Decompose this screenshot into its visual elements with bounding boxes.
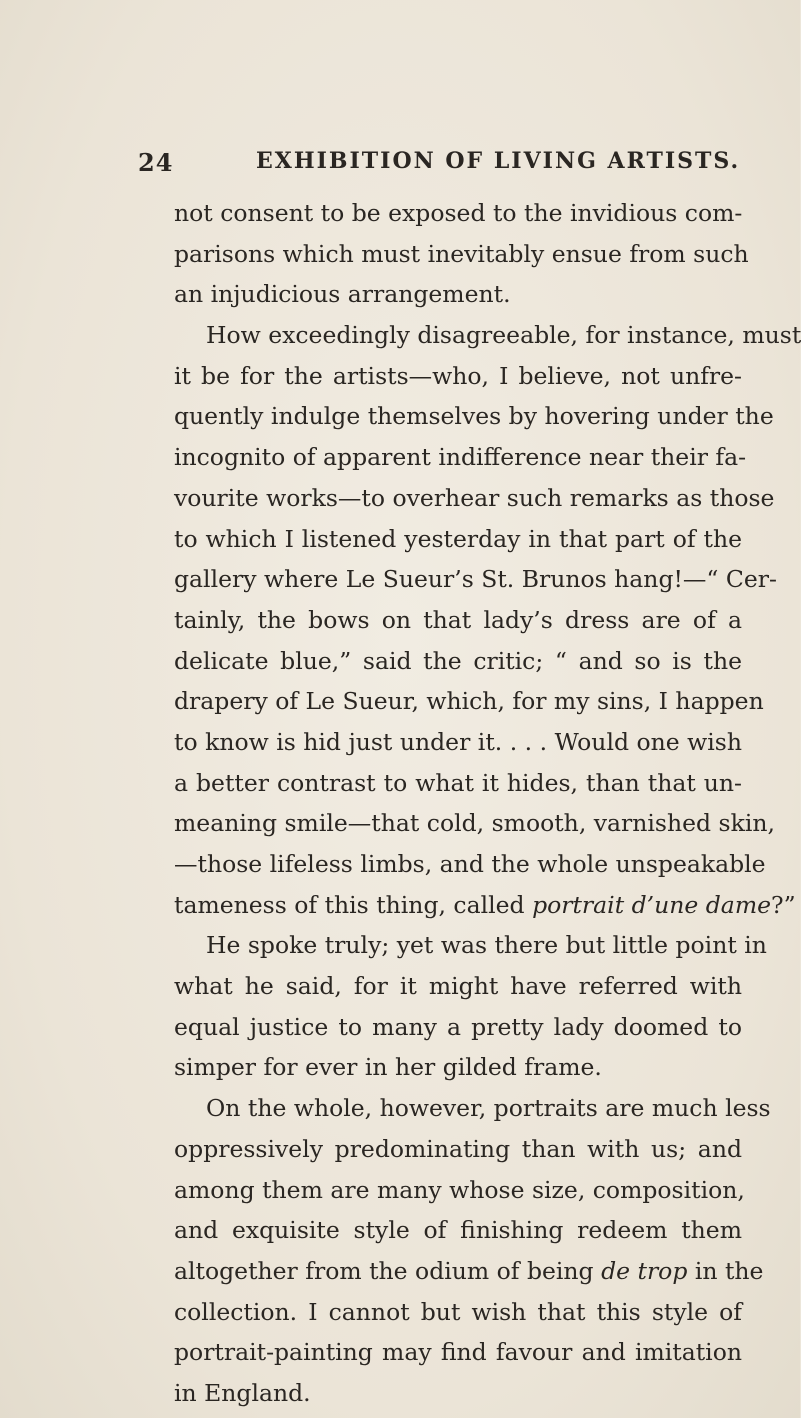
text-line: an injudicious arrangement. <box>174 280 511 309</box>
text-line: vourite works—to overhear such remarks as those <box>174 483 775 512</box>
text-line: to which I listened yesterday in that part of the <box>174 524 742 553</box>
text-line: what he said, for it might have referred with <box>174 972 742 1001</box>
text-line: gallery where Le Sueur’s St. Brunos hang!—“ Cer- <box>174 565 777 594</box>
text-line: equal justice to many a pretty lady doomed to <box>174 1012 742 1041</box>
text-line: He spoke truly; yet was there but little point in <box>206 931 767 960</box>
text-line: drapery of Le Sueur, which, for my sins, I happen <box>174 687 764 716</box>
text-line: collection. I cannot but wish that this style of <box>174 1297 742 1326</box>
text-line: simper for ever in her gilded frame. <box>174 1053 602 1082</box>
text-line: and exquisite style of finishing redeem them <box>174 1216 742 1245</box>
text-line: a better contrast to what it hides, than that un- <box>174 768 742 797</box>
text-line: quently indulge themselves by hovering under the <box>174 402 774 431</box>
running-head: EXHIBITION OF LIVING ARTISTS. <box>256 148 741 174</box>
text-line: portrait-painting may find favour and imitation <box>174 1338 742 1367</box>
text-line: not consent to be exposed to the invidious com- <box>174 199 743 227</box>
text-line: tainly, the bows on that lady’s dress are of a <box>174 605 742 634</box>
text-line: How exceedingly disagreeable, for instance, must <box>206 321 801 350</box>
text-line: to know is hid just under it. . . . Would one wish <box>174 727 742 756</box>
text-line: meaning smile—that cold, smooth, varnished skin, <box>174 809 775 838</box>
text-line: altogether from the odium of being de trop in the <box>174 1256 764 1285</box>
text-line: among them are many whose size, composition, <box>174 1175 745 1204</box>
text-line: tameness of this thing, called portrait d’une dame?” <box>174 890 796 919</box>
text-line: in England. <box>174 1378 311 1407</box>
italic-phrase: portrait d’une dame <box>532 890 772 919</box>
italic-phrase: de trop <box>601 1256 688 1285</box>
text-line: it be for the artists—who, I believe, not unfre- <box>174 361 742 390</box>
page-header <box>138 148 768 182</box>
text-line: oppressively predominating than with us; and <box>174 1134 742 1163</box>
page-number: 24 <box>138 148 174 177</box>
text-line: On the whole, however, portraits are much less <box>206 1094 771 1123</box>
text-line: delicate blue,” said the critic; “ and so is the <box>174 646 742 675</box>
body-text <box>174 193 801 1414</box>
text-line: incognito of apparent indifference near their fa- <box>174 443 747 472</box>
text-line: —those lifeless limbs, and the whole unspeakable <box>174 850 766 878</box>
text-line: parisons which must inevitably ensue from such <box>174 239 749 268</box>
